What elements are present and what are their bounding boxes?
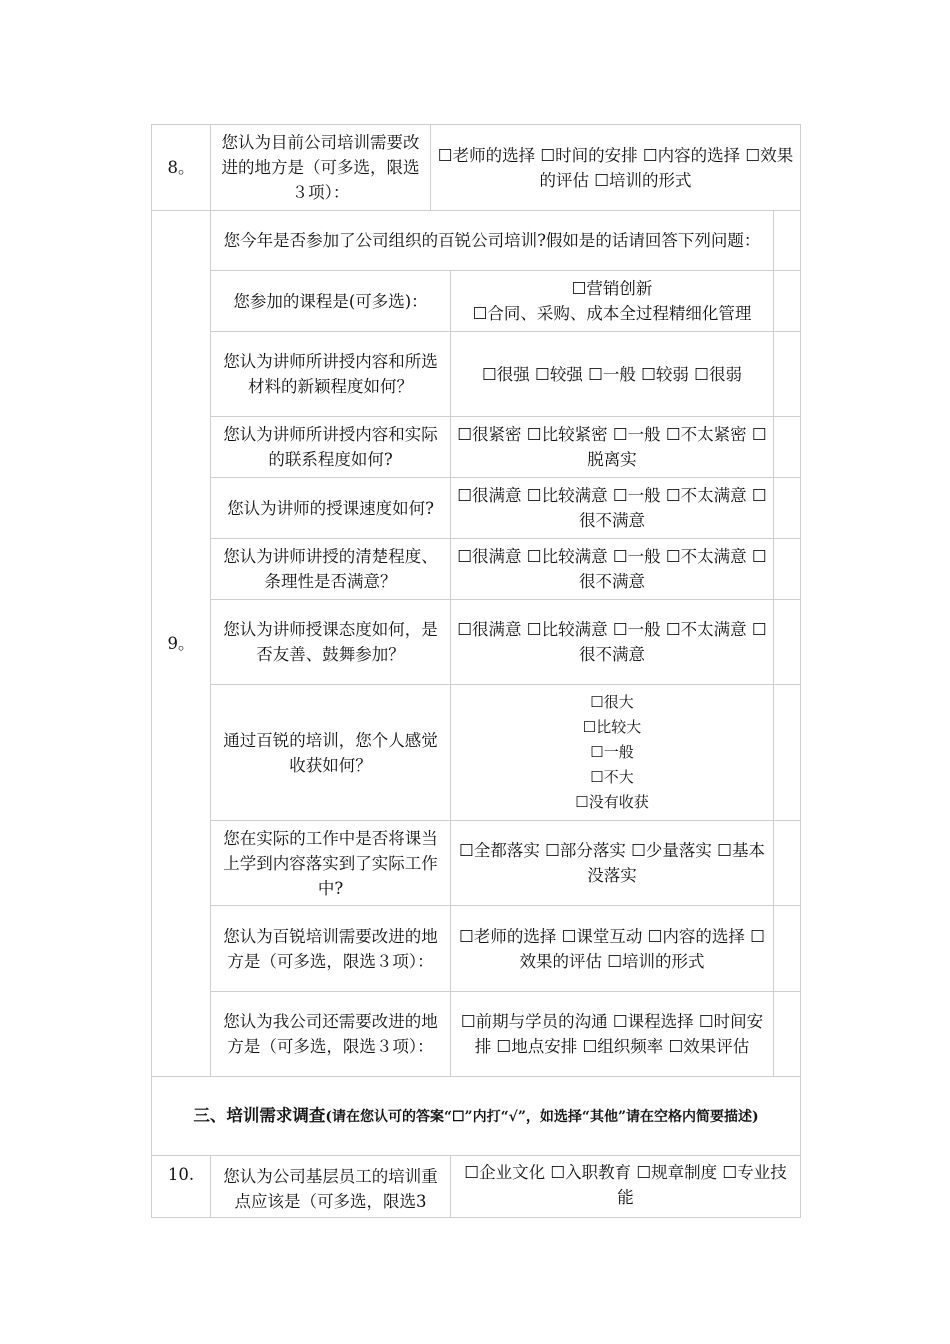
answer-options: ☐很强 ☐较强 ☐一般 ☐较弱 ☐很弱 [451, 332, 774, 417]
sub-question-text: 您认为讲师授课态度如何，是否友善、鼓舞参加？ [211, 600, 451, 685]
blank-cell [774, 685, 801, 821]
answer-options: ☐老师的选择 ☐课堂互动 ☐内容的选择 ☐效果的评估 ☐培训的形式 [451, 906, 774, 992]
question-text: 您认为公司基层员工的培训重点应该是（可多选，限选3 [211, 1156, 451, 1218]
option-line: ☐很大 [590, 693, 634, 711]
answer-options [451, 271, 774, 332]
blank-cell [774, 906, 801, 992]
blank-cell [774, 992, 801, 1077]
section-instructions: (请在您认可的答案“☐”内打“√”，如选择“其他”请在空格内简要描述) [325, 1108, 759, 1125]
section-heading: 三、培训需求调查 [193, 1105, 326, 1125]
blank-cell [774, 600, 801, 685]
sub-question-row [152, 992, 801, 1077]
answer-options: ☐很满意 ☐比较满意 ☐一般 ☐不太满意 ☐很不满意 [451, 600, 774, 685]
survey-table [151, 124, 801, 1218]
option-line: ☐没有收获 [575, 793, 649, 811]
sub-question-row [152, 478, 801, 539]
answer-options: ☐企业文化 ☐入职教育 ☐规章制度 ☐专业技能 [451, 1156, 801, 1218]
blank-cell [774, 478, 801, 539]
answer-options: ☐前期与学员的沟通 ☐课程选择 ☐时间安排 ☐地点安排 ☐组织频率 ☐效果评估 [451, 992, 774, 1077]
question-text: 您认为目前公司培训需要改进的地方是（可多选，限选３项）： [211, 125, 431, 211]
question-number: 9。 [152, 211, 211, 1077]
sub-question-row [152, 417, 801, 478]
question-10-row [152, 1156, 801, 1218]
sub-question-row [152, 332, 801, 417]
sub-question-row [152, 685, 801, 821]
blank-cell [774, 271, 801, 332]
sub-question-text: 您认为讲师所讲授内容和所选材料的新颖程度如何？ [211, 332, 451, 417]
sub-question-text: 通过百锐的培训，您个人感觉收获如何？ [211, 685, 451, 821]
question-number: 8。 [152, 125, 211, 211]
sub-question-row [152, 539, 801, 600]
blank-cell [774, 821, 801, 906]
option-line: ☐营销创新 [571, 279, 653, 298]
section-header-row [152, 1077, 801, 1156]
option-line: ☐比较大 [582, 718, 642, 736]
question-number: 10. [152, 1156, 211, 1218]
sub-question-text: 您在实际的工作中是否将课当上学到内容落实到了实际工作中? [211, 821, 451, 906]
blank-cell [774, 539, 801, 600]
option-line: ☐不大 [590, 768, 634, 786]
sub-question-text: 您认为讲师的授课速度如何? [211, 478, 451, 539]
question-9-intro-row [152, 211, 801, 271]
option-line: ☐一般 [590, 743, 634, 761]
option-line: ☐合同、采购、成本全过程精细化管理 [472, 304, 752, 323]
sub-question-text: 您认为百锐培训需要改进的地方是（可多选，限选３项）： [211, 906, 451, 992]
question-8-row [152, 125, 801, 211]
blank-cell [774, 417, 801, 478]
blank-cell [774, 332, 801, 417]
blank-cell [774, 211, 801, 271]
sub-question-text: 您认为讲师讲授的清楚程度、条理性是否满意？ [211, 539, 451, 600]
answer-options: ☐很紧密 ☐比较紧密 ☐一般 ☐不太紧密 ☐脱离实 [451, 417, 774, 478]
answer-options [451, 685, 774, 821]
answer-options: ☐全都落实 ☐部分落实 ☐少量落实 ☐基本没落实 [451, 821, 774, 906]
answer-options: ☐老师的选择 ☐时间的安排 ☐内容的选择 ☐效果的评估 ☐培训的形式 [431, 125, 801, 211]
sub-question-text: 您认为我公司还需要改进的地方是（可多选，限选３项）： [211, 992, 451, 1077]
sub-question-row [152, 600, 801, 685]
question-intro: 您今年是否参加了公司组织的百锐公司培训?假如是的话请回答下列问题： [211, 211, 774, 271]
answer-options: ☐很满意 ☐比较满意 ☐一般 ☐不太满意 ☐很不满意 [451, 539, 774, 600]
answer-options: ☐很满意 ☐比较满意 ☐一般 ☐不太满意 ☐很不满意 [451, 478, 774, 539]
sub-question-row [152, 821, 801, 906]
sub-question-row [152, 906, 801, 992]
sub-question-text: 您参加的课程是(可多选)： [211, 271, 451, 332]
section-title [152, 1077, 801, 1156]
sub-question-text: 您认为讲师所讲授内容和实际的联系程度如何? [211, 417, 451, 478]
sub-question-row [152, 271, 801, 332]
